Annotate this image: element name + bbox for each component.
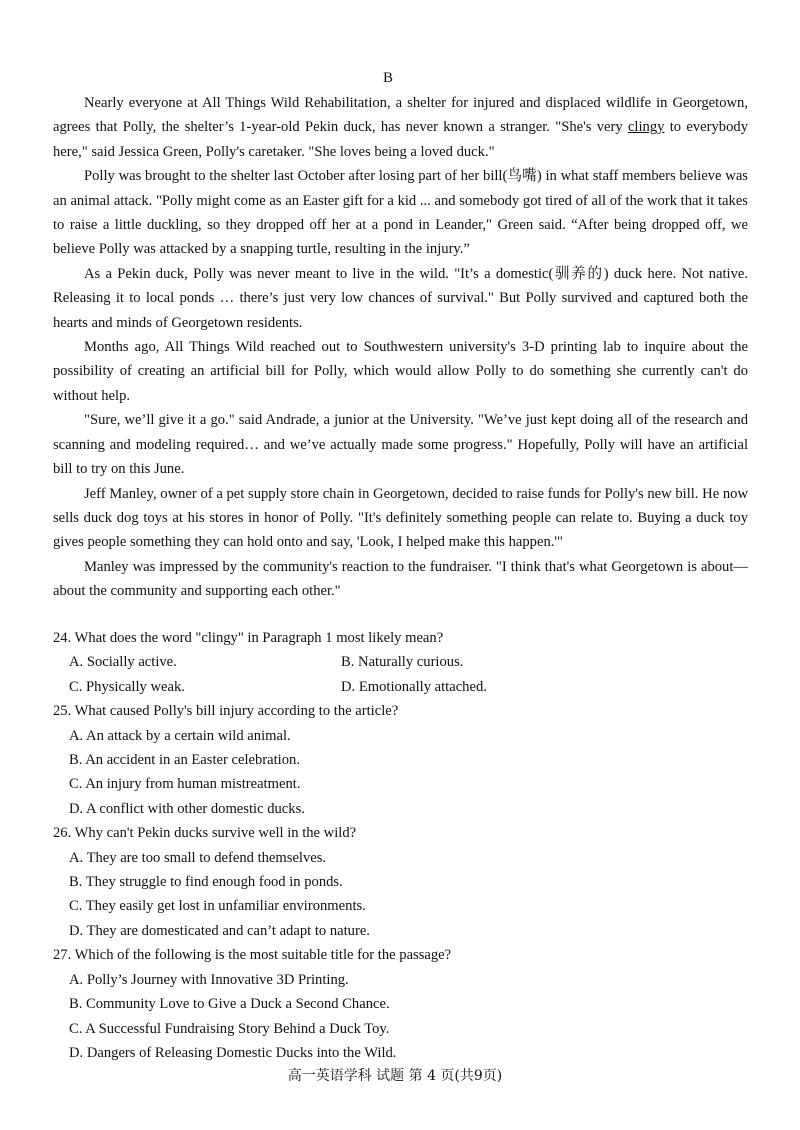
option-b: B. Community Love to Give a Duck a Second Chance. bbox=[69, 996, 390, 1013]
reading-passage bbox=[53, 91, 748, 604]
option-a: A. They are too small to defend themselves. bbox=[69, 849, 327, 866]
question-stem: 25. What caused Polly's bill injury according to the article? bbox=[53, 703, 399, 720]
page-footer: 高一英语学科 试题 第 4 页(共9页) bbox=[287, 1068, 503, 1084]
option-row bbox=[53, 675, 753, 699]
passage-paragraph-3: As a Pekin duck, Polly was never meant to live in the wild. "It’s a domestic(驯养的) duck here. Not native. Releasing it to local ponds … there’s just very low chances of survival." But Polly survived and captured both the hearts and minds of Georgetown residents. bbox=[53, 265, 748, 331]
option-row bbox=[53, 650, 753, 674]
paragraph-1-text-start: Nearly everyone at All Things Wild Rehabilitation, a shelter for injured and displaced wildlife in Georgetown, agrees that Polly, the shelter’s 1-year-old Pekin duck, has never known a stranger. "She's very bbox=[53, 95, 748, 136]
option-c: C. They easily get lost in unfamiliar environments. bbox=[69, 898, 366, 915]
option-d: D. Dangers of Releasing Domestic Ducks into the Wild. bbox=[69, 1044, 397, 1061]
underlined-word-clingy: clingy bbox=[627, 119, 665, 136]
question-stem: 26. Why can't Pekin ducks survive well in the wild? bbox=[53, 825, 357, 842]
passage-paragraph-4: Months ago, All Things Wild reached out to Southwestern university's 3-D printing lab to inquire about the possibility of creating an artificial bill for Polly, which would allow Polly to do something she currently can't do without help. bbox=[53, 339, 748, 404]
option-a: A. Polly’s Journey with Innovative 3D Printing. bbox=[69, 971, 349, 988]
option-c: C. An injury from human mistreatment. bbox=[69, 776, 301, 793]
question-25 bbox=[53, 699, 753, 821]
question-list bbox=[53, 626, 753, 1065]
question-27 bbox=[53, 943, 753, 1065]
question-stem: 27. Which of the following is the most suitable title for the passage? bbox=[53, 947, 452, 964]
passage-paragraph-2: Polly was brought to the shelter last October after losing part of her bill(鸟嘴) in what staff members believe was an animal attack. "Polly might come as an Easter gift for a kid ... and somebody got tired of all of the work that it takes to raise a little duckling, so they dropped off her at a pond in Leander," Green said. “After being dropped off, we believe Polly was attacked by a snapping turtle, resulting in the injury.” bbox=[53, 168, 748, 258]
option-b: B. An accident in an Easter celebration. bbox=[69, 752, 300, 769]
passage-paragraph-1 bbox=[53, 91, 748, 164]
question-24 bbox=[53, 626, 753, 699]
passage-paragraph-5: "Sure, we’ll give it a go." said Andrade, a junior at the University. "We’ve just kept doing all of the research and scanning and modeling required… and we’ve actually made some progress." Hopefully, Polly will have an artificial bill to try on this June. bbox=[53, 412, 748, 478]
option-a: A. An attack by a certain wild animal. bbox=[69, 727, 291, 744]
option-d: D. They are domesticated and can’t adapt to nature. bbox=[69, 922, 370, 939]
option-c: C. Physically weak. bbox=[69, 678, 185, 695]
question-26 bbox=[53, 821, 753, 943]
option-d: D. A conflict with other domestic ducks. bbox=[69, 800, 305, 817]
passage-paragraph-6: Jeff Manley, owner of a pet supply store chain in Georgetown, decided to raise funds for Polly's new bill. He now sells duck dog toys at his stores in honor of Polly. "It's definitely something people can relate to. Buying a duck toy gives people something they can hold onto and say, 'Look, I helped make this happen.'" bbox=[53, 485, 748, 551]
option-d: D. Emotionally attached. bbox=[341, 678, 487, 695]
option-b: B. They struggle to find enough food in ponds. bbox=[69, 874, 343, 891]
passage-paragraph-7: Manley was impressed by the community's reaction to the fundraiser. "I think that's what Georgetown is about—about the community and supporting each other." bbox=[53, 558, 748, 600]
option-c: C. A Successful Fundraising Story Behind a Duck Toy. bbox=[69, 1020, 390, 1037]
paragraph-1-text-end: to everybody here," said Jessica Green, Polly's caretaker. "She loves being a loved duck." bbox=[53, 119, 748, 160]
section-label: B bbox=[382, 70, 393, 86]
option-b: B. Naturally curious. bbox=[341, 654, 464, 671]
question-stem: 24. What does the word "clingy" in Paragraph 1 most likely mean? bbox=[53, 630, 444, 646]
option-a: A. Socially active. bbox=[69, 654, 177, 671]
